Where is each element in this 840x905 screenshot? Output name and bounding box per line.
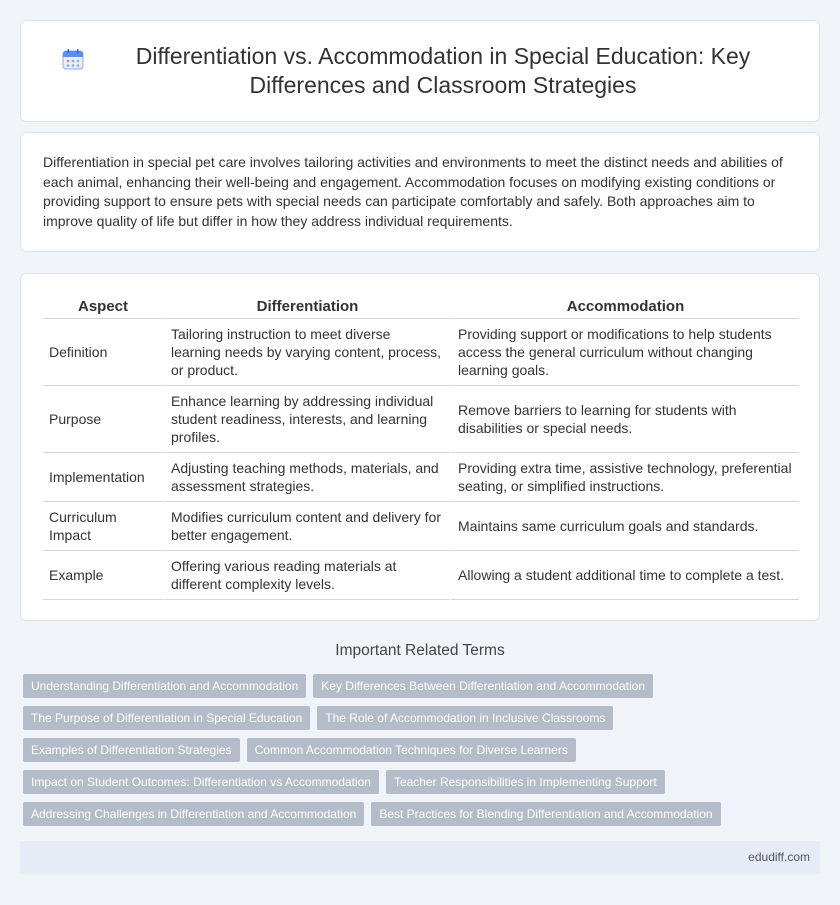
- footer-site-link[interactable]: edudiff.com: [748, 850, 810, 864]
- intro-card: [20, 132, 820, 252]
- related-term-tag[interactable]: Examples of Differentiation Strategies: [23, 738, 240, 762]
- related-term-tag[interactable]: The Role of Accommodation in Inclusive Classrooms: [317, 706, 613, 730]
- related-term-tag[interactable]: Impact on Student Outcomes: Differentiation vs Accommodation: [23, 770, 379, 794]
- title-wrap: [61, 42, 779, 100]
- related-term-tag[interactable]: Best Practices for Blending Differentiation and Accommodation: [371, 802, 720, 826]
- footer: [20, 841, 820, 874]
- cell-accommodation: Providing extra time, assistive technology, preferential seating, or simplified instructions.: [450, 453, 799, 502]
- cell-differentiation: Tailoring instruction to meet diverse learning needs by varying content, process, or product.: [163, 319, 450, 386]
- related-term-tag[interactable]: Common Accommodation Techniques for Diverse Learners: [247, 738, 576, 762]
- tag-row: [23, 674, 823, 698]
- cell-aspect: Purpose: [43, 386, 163, 453]
- table-row: [43, 551, 799, 600]
- related-terms-list: [23, 674, 823, 834]
- related-term-tag[interactable]: Addressing Challenges in Differentiation and Accommodation: [23, 802, 364, 826]
- page-title: Differentiation vs. Accommodation in Special Education: Key Differences and Classroom Strategies: [135, 43, 751, 98]
- tag-row: [23, 738, 823, 762]
- table-row: [43, 502, 799, 551]
- cell-differentiation: Offering various reading materials at different complexity levels.: [163, 551, 450, 600]
- title-card: [20, 20, 820, 122]
- comparison-card: [20, 273, 820, 621]
- tag-row: [23, 770, 823, 794]
- comparison-table: [43, 292, 799, 600]
- tag-row: [23, 706, 823, 730]
- cell-accommodation: Remove barriers to learning for students with disabilities or special needs.: [450, 386, 799, 453]
- cell-differentiation: Enhance learning by addressing individual student readiness, interests, and learning profiles.: [163, 386, 450, 453]
- related-terms-title: Important Related Terms: [335, 642, 505, 659]
- header-differentiation: Differentiation: [163, 292, 450, 319]
- table-header-row: [43, 292, 799, 319]
- header-accommodation: Accommodation: [450, 292, 799, 319]
- intro-text: Differentiation in special pet care involves tailoring activities and environments to meet the distinct needs and abilities of each animal, enhancing their well-being and engagement. Accommodation focuses on modifying existing conditions or providing support to ensure pets with special needs can participate comfortably and safely. Both approaches aim to improve quality of life but differ in how they address individual requirements.: [43, 154, 783, 229]
- cell-aspect: Example: [43, 551, 163, 600]
- cell-aspect: Curriculum Impact: [43, 502, 163, 551]
- table-row: [43, 386, 799, 453]
- cell-aspect: Definition: [43, 319, 163, 386]
- related-term-tag[interactable]: The Purpose of Differentiation in Special Education: [23, 706, 310, 730]
- table-row: [43, 319, 799, 386]
- related-term-tag[interactable]: Understanding Differentiation and Accommodation: [23, 674, 306, 698]
- cell-accommodation: Maintains same curriculum goals and standards.: [450, 502, 799, 551]
- header-aspect: Aspect: [43, 292, 163, 319]
- cell-differentiation: Adjusting teaching methods, materials, and assessment strategies.: [163, 453, 450, 502]
- related-term-tag[interactable]: Teacher Responsibilities in Implementing Support: [386, 770, 665, 794]
- tag-row: [23, 802, 823, 826]
- calendar-icon: [61, 47, 85, 71]
- cell-accommodation: Providing support or modifications to help students access the general curriculum without changing learning goals.: [450, 319, 799, 386]
- cell-accommodation: Allowing a student additional time to complete a test.: [450, 551, 799, 600]
- table-row: [43, 453, 799, 502]
- cell-aspect: Implementation: [43, 453, 163, 502]
- cell-differentiation: Modifies curriculum content and delivery for better engagement.: [163, 502, 450, 551]
- related-term-tag[interactable]: Key Differences Between Differentiation and Accommodation: [313, 674, 653, 698]
